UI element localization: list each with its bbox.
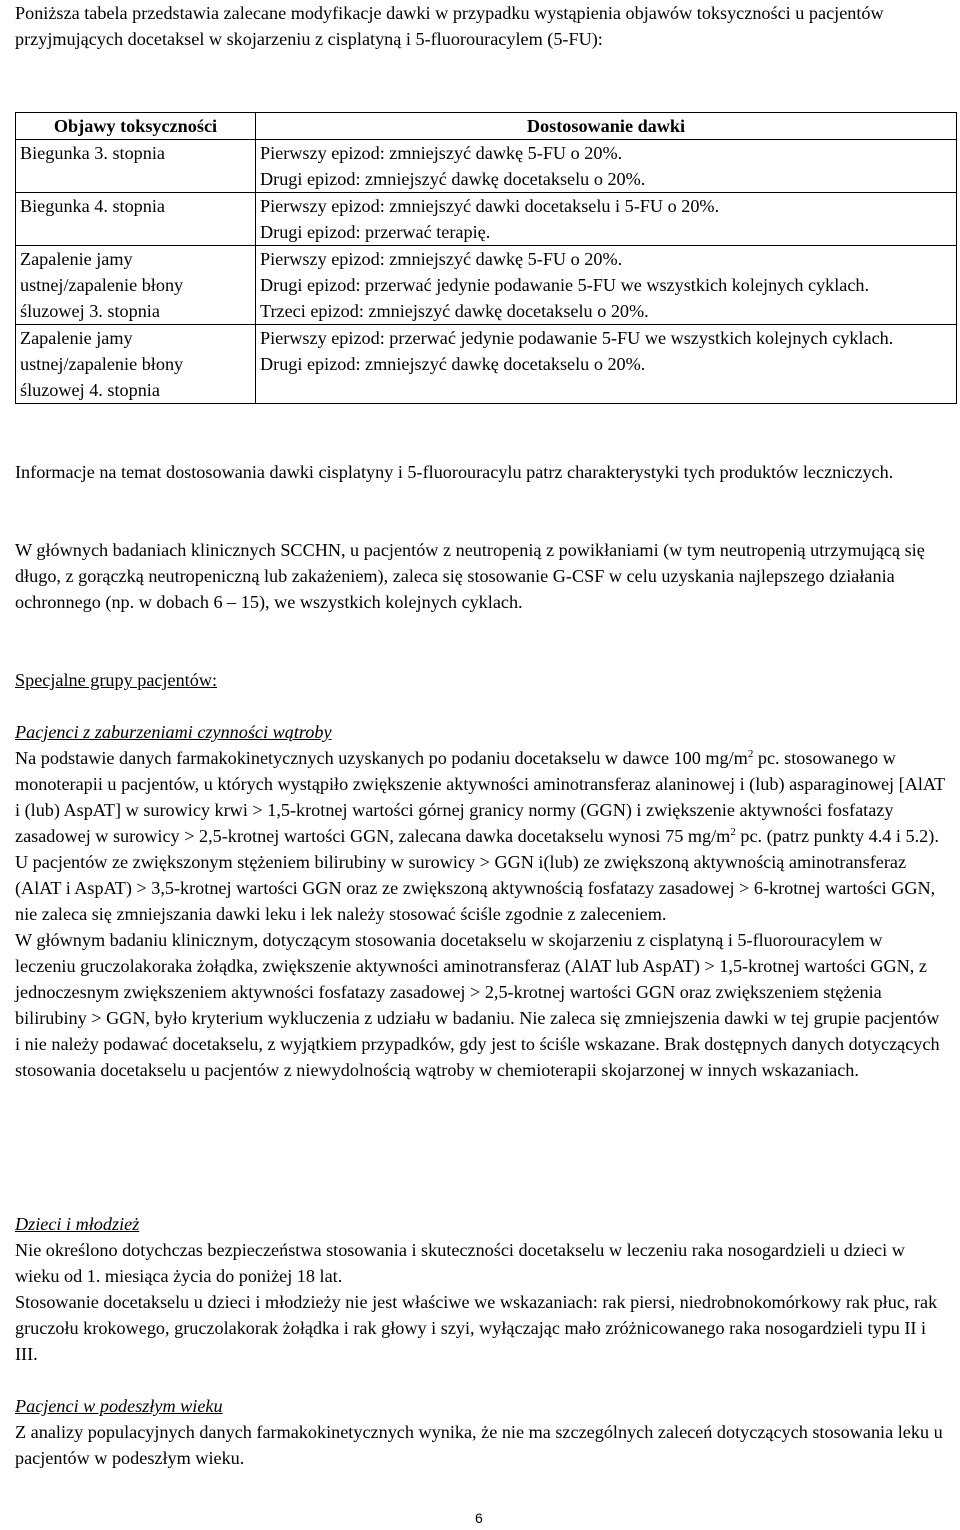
children-heading: Dzieci i młodzież (15, 1214, 140, 1234)
dose-info-paragraph: Informacje na temat dostosowania dawki cisplatyny i 5-fluorouracylu patrz charakterystyki tych produktów leczniczych. (15, 462, 894, 482)
intro-paragraph: Poniższa tabela przedstawia zalecane modyfikacje dawki w przypadku wystąpienia objawów toksyczności u pacjentów przyjmujących docetaksel w skojarzeniu z cisplatyną i 5-fluorouracylem (5-FU): (15, 3, 884, 49)
adjust-line: Trzeci epizod: zmniejszyć dawkę docetakselu o 20%. (260, 301, 649, 321)
adjust-line: Drugi epizod: przerwać jedynie podawanie 5-FU we wszystkich kolejnych cyklach. (260, 275, 870, 295)
superscript: 2 (747, 748, 754, 760)
liver-text-c: pc. (patrz punkty 4.4 i 5.2). U pacjentów ze zwiększonym stężeniem bilirubiny w surowicy > GGN i(lub) ze zwiększoną aktywnością aminotransferaz (AlAT i AspAT) > 3,5-krotnej wartości GGN oraz ze zwiększoną aktywnością fosfatazy zasadowej > 6-krotnej wartości GGN, nie zaleca się zmniejszania dawki leku i lek należy stosować ściśle zgodnie z zaleceniem. (15, 826, 939, 924)
liver-section (15, 719, 945, 1083)
adjust-line: Pierwszy epizod: przerwać jedynie podawanie 5-FU we wszystkich kolejnych cyklach. (260, 328, 894, 348)
adjust-line: Drugi epizod: zmniejszyć dawkę docetakselu o 20%. (260, 169, 646, 189)
elderly-heading: Pacjenci w podeszłym wieku (15, 1396, 223, 1416)
children-paragraph-1: Nie określono dotychczas bezpieczeństwa stosowania i skuteczności docetakselu w leczeniu raka nosogardzieli u dzieci w wieku od 1. miesiąca życia do poniżej 18 lat. (15, 1240, 905, 1286)
adjust-line: Drugi epizod: przerwać terapię. (260, 222, 491, 242)
table-cell-adjust (256, 246, 957, 325)
table-cell-symptom: Biegunka 3. stopnia (16, 140, 256, 193)
adjust-line: Pierwszy epizod: zmniejszyć dawkę 5-FU o 20%. (260, 249, 623, 269)
table-header-dose-adjust: Dostosowanie dawki (256, 113, 957, 140)
table-cell-symptom: Zapalenie jamy ustnej/zapalenie błony śluzowej 4. stopnia (16, 325, 256, 404)
table-row (16, 140, 957, 193)
liver-heading: Pacjenci z zaburzeniami czynności wątroby (15, 722, 332, 742)
children-paragraph-2: Stosowanie docetakselu u dzieci i młodzieży nie jest właściwe we wskazaniach: rak piersi, niedrobnokomórkowy rak płuc, rak gruczołu krokowego, gruczolakorak żołądka i rak głowy i szyi, wyłączając mało zróżnicowanego raka nosogardzieli typu II i III. (15, 1292, 938, 1364)
table-row (16, 246, 957, 325)
table-cell-symptom: Biegunka 4. stopnia (16, 193, 256, 246)
elderly-paragraph-1: Z analizy populacyjnych danych farmakokinetycznych wynika, że nie ma szczególnych zaleceń dotyczących stosowania leku u pacjentów w podeszłym wieku. (15, 1422, 943, 1468)
table-cell-adjust (256, 193, 957, 246)
table-cell-symptom: Zapalenie jamy ustnej/zapalenie błony śluzowej 3. stopnia (16, 246, 256, 325)
page-number: 6 (475, 1510, 483, 1526)
table-cell-adjust (256, 325, 957, 404)
adjust-line: Pierwszy epizod: zmniejszyć dawki docetakselu i 5-FU o 20%. (260, 196, 720, 216)
liver-text-a: Na podstawie danych farmakokinetycznych uzyskanych po podaniu docetakselu w dawce 100 mg/m (15, 748, 748, 768)
liver-paragraph-1 (15, 745, 945, 927)
adjust-line: Drugi epizod: zmniejszyć dawkę docetakselu o 20%. (260, 354, 646, 374)
toxicity-table (15, 112, 957, 404)
table-row (16, 325, 957, 404)
scchn-paragraph: W głównych badaniach klinicznych SCCHN, u pacjentów z neutropenią z powikłaniami (w tym neutropenią utrzymującą się długo, z gorączką neutropeniczną lub zakażeniem), zaleca się stosowanie G-CSF w celu uzyskania najlepszego działania ochronnego (np. w dobach 6 – 15), we wszystkich kolejnych cyklach. (15, 540, 925, 612)
elderly-section (15, 1393, 945, 1471)
table-row (16, 193, 957, 246)
special-groups-heading: Specjalne grupy pacjentów: (15, 670, 218, 690)
superscript: 2 (730, 826, 736, 838)
liver-text-b: pc. stosowanego w monoterapii u pacjentów, u których wystąpiło zwiększenie aktywności aminotransferaz alaninowej i (lub) asparaginowej [AlAT i (lub) AspAT] w surowicy krwi > 1,5-krotnej wartości górnej granicy normy (GGN) i zwiększenie aktywności fosfatazy zasadowej w surowicy > 2,5-krotnej wartości GGN, zalecana dawka docetakselu wynosi 75 mg/m (15, 748, 945, 846)
liver-paragraph-2: W głównym badaniu klinicznym, dotyczącym stosowania docetakselu w skojarzeniu z cisplatyną i 5-fluorouracylem w leczeniu gruczolakoraka żołądka, zwiększenie aktywności aminotransferaz (AlAT lub AspAT) > 1,5-krotnej wartości GGN, z jednoczesnym zwiększeniem aktywności fosfatazy zasadowej > 2,5-krotnej wartości GGN oraz zwiększeniem stężenia bilirubiny > GGN, było kryterium wykluczenia z udziału w badaniu. Nie zaleca się zmniejszenia dawki w tej grupie pacjentów i nie należy podawać docetakselu, z wyjątkiem przypadków, gdy jest to ściśle wskazane. Brak dostępnych danych dotyczących stosowania docetakselu u pacjentów z niewydolnością wątroby w chemioterapii skojarzonej w innych wskazaniach. (15, 930, 940, 1080)
children-section (15, 1211, 945, 1367)
adjust-line: Pierwszy epizod: zmniejszyć dawkę 5-FU o 20%. (260, 143, 623, 163)
table-header-row (16, 113, 957, 140)
table-header-symptoms: Objawy toksyczności (16, 113, 256, 140)
table-cell-adjust (256, 140, 957, 193)
